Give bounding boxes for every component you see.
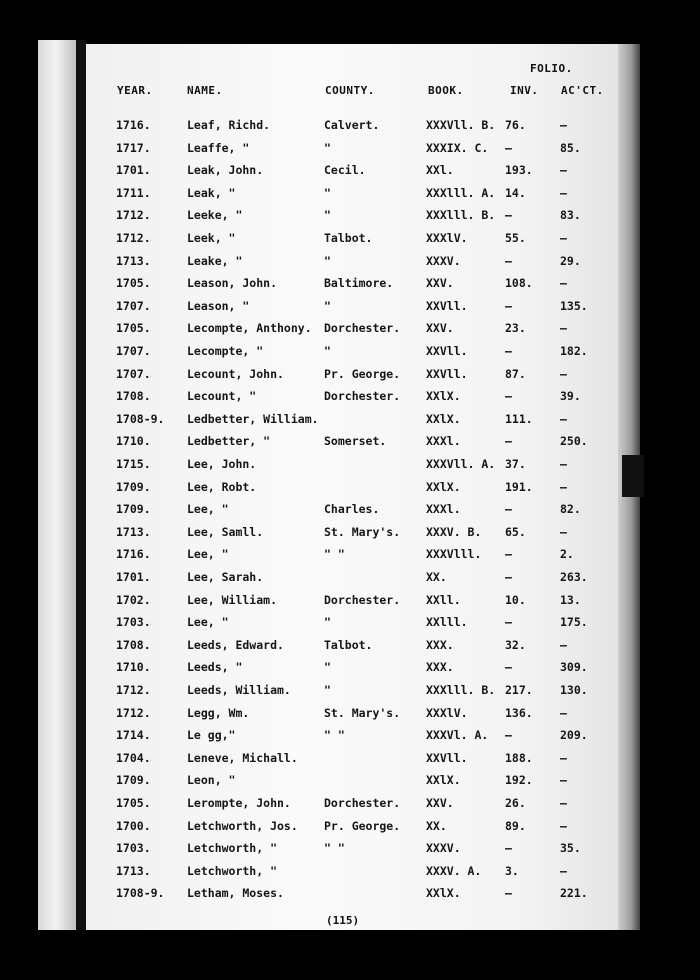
name-column-header: NAME.	[187, 84, 223, 97]
year-cell: 1705.	[116, 321, 151, 336]
inv-cell: —	[505, 660, 512, 675]
county-cell: " "	[324, 728, 345, 743]
book-cell: XXXlll. B.	[426, 683, 496, 697]
inv-cell: —	[505, 389, 512, 404]
acct-cell: —	[560, 118, 567, 132]
inv-cell: 65.	[505, 524, 526, 539]
county-cell: "	[324, 208, 331, 223]
table-row	[0, 751, 700, 771]
acct-column-header: AC'CT.	[561, 84, 604, 97]
year-cell: 1712.	[116, 208, 151, 223]
county-cell: "	[324, 298, 331, 313]
year-cell: 1713.	[116, 524, 151, 539]
county-cell: St. Mary's.	[324, 524, 401, 539]
acct-cell: —	[560, 366, 567, 381]
table-row	[0, 841, 700, 861]
inv-cell: —	[505, 502, 512, 517]
book-cell: XXlX.	[426, 773, 461, 788]
acct-cell: —	[560, 411, 567, 426]
inv-cell: —	[505, 434, 512, 449]
name-cell: Leake, "	[187, 253, 243, 268]
acct-cell: —	[560, 479, 567, 494]
year-cell: 1712.	[116, 231, 151, 245]
book-column-header: BOOK.	[428, 84, 464, 97]
year-cell: 1709.	[116, 773, 151, 788]
table-row	[0, 638, 700, 658]
acct-cell: 182.	[560, 344, 588, 358]
year-cell: 1709.	[116, 502, 151, 517]
county-cell: Dorchester.	[324, 321, 401, 336]
year-cell: 1708-9.	[116, 886, 165, 901]
year-cell: 1701.	[116, 570, 151, 584]
table-row	[0, 593, 700, 613]
inv-cell: 76.	[505, 118, 526, 132]
name-cell: Lecount, "	[187, 389, 257, 404]
book-cell: XXV.	[426, 321, 454, 336]
table-row	[0, 547, 700, 567]
year-cell: 1708.	[116, 637, 151, 652]
county-cell: Talbot.	[324, 637, 373, 652]
table-row	[0, 615, 700, 635]
name-cell: Leek, "	[187, 231, 236, 245]
table-row	[0, 706, 700, 726]
book-cell: XXX.	[426, 660, 454, 675]
name-cell: Lerompte, John.	[187, 796, 291, 810]
county-cell: Baltimore.	[324, 276, 394, 291]
book-cell: XXVll.	[426, 750, 468, 765]
book-cell: XXll.	[426, 592, 461, 607]
acct-cell: 309.	[560, 660, 588, 675]
book-cell: XXXl.	[426, 434, 461, 449]
book-cell: XXlll.	[426, 615, 468, 630]
acct-cell: —	[560, 457, 567, 471]
year-cell: 1716.	[116, 547, 151, 562]
book-cell: XXXlll. A.	[426, 185, 496, 200]
county-cell: Dorchester.	[324, 389, 401, 404]
inv-column-header: INV.	[510, 84, 539, 97]
name-cell: Lecount, John.	[187, 366, 284, 381]
acct-cell: 263.	[560, 570, 588, 584]
acct-cell: —	[560, 637, 567, 652]
inv-cell: —	[505, 208, 512, 223]
book-cell: XXXV. B.	[426, 524, 482, 539]
book-cell: XX.	[426, 818, 447, 833]
year-cell: 1716.	[116, 118, 151, 132]
book-cell: XXXVl. A.	[426, 728, 489, 743]
table-row	[0, 796, 700, 816]
acct-cell: 135.	[560, 298, 588, 313]
name-cell: Lee, William.	[187, 592, 278, 607]
inv-cell: 108.	[505, 276, 533, 291]
inv-cell: 37.	[505, 457, 526, 471]
acct-cell: 250.	[560, 434, 588, 449]
name-cell: Leak, "	[187, 185, 236, 200]
book-cell: XXlX.	[426, 411, 461, 426]
book-cell: XXl.	[426, 163, 454, 178]
year-cell: 1702.	[116, 592, 151, 607]
year-cell: 1712.	[116, 705, 151, 720]
table-row	[0, 660, 700, 680]
table-row	[0, 186, 700, 206]
year-column-header: YEAR.	[117, 84, 153, 97]
acct-cell: —	[560, 321, 567, 336]
year-cell: 1711.	[116, 185, 151, 200]
county-cell: "	[324, 185, 331, 200]
inv-cell: —	[505, 140, 512, 155]
name-cell: Ledbetter, William.	[187, 411, 319, 426]
inv-cell: —	[505, 570, 512, 584]
year-cell: 1703.	[116, 615, 151, 630]
book-cell: XXXlV.	[426, 231, 468, 245]
name-cell: Letchworth, "	[187, 841, 278, 856]
name-cell: Leon, "	[187, 773, 236, 788]
county-cell: " "	[324, 547, 345, 562]
book-cell: XXVll.	[426, 344, 468, 358]
table-row	[0, 886, 700, 906]
year-cell: 1713.	[116, 863, 151, 878]
name-cell: Leason, John.	[187, 276, 278, 291]
acct-cell: 29.	[560, 253, 581, 268]
name-cell: Letchworth, "	[187, 863, 278, 878]
name-cell: Leason, "	[187, 298, 250, 313]
acct-cell: 2.	[560, 547, 574, 562]
acct-cell: —	[560, 185, 567, 200]
county-cell: Talbot.	[324, 231, 373, 245]
acct-cell: 82.	[560, 502, 581, 517]
acct-cell: 39.	[560, 389, 581, 404]
inv-cell: —	[505, 886, 512, 901]
name-cell: Letchworth, Jos.	[187, 818, 298, 833]
year-cell: 1710.	[116, 434, 151, 449]
inv-cell: 191.	[505, 479, 533, 494]
inv-cell: 26.	[505, 796, 526, 810]
year-cell: 1712.	[116, 683, 151, 697]
book-cell: XXX.	[426, 637, 454, 652]
inv-cell: 3.	[505, 863, 519, 878]
inv-cell: —	[505, 344, 512, 358]
book-cell: XXXIX. C.	[426, 140, 489, 155]
inv-cell: 89.	[505, 818, 526, 833]
inv-cell: 23.	[505, 321, 526, 336]
inv-cell: 188.	[505, 750, 533, 765]
book-cell: XXlX.	[426, 886, 461, 901]
name-cell: Lee, "	[187, 615, 229, 630]
year-cell: 1705.	[116, 796, 151, 810]
acct-cell: 175.	[560, 615, 588, 630]
table-row	[0, 389, 700, 409]
county-cell: Calvert.	[324, 118, 380, 132]
county-cell: Cecil.	[324, 163, 366, 178]
year-cell: 1715.	[116, 457, 151, 471]
inv-cell: 136.	[505, 705, 533, 720]
county-cell: "	[324, 683, 331, 697]
acct-cell: —	[560, 773, 567, 788]
year-cell: 1701.	[116, 163, 151, 178]
acct-cell: 209.	[560, 728, 588, 743]
inv-cell: 55.	[505, 231, 526, 245]
county-cell: "	[324, 253, 331, 268]
name-cell: Lee, Robt.	[187, 479, 257, 494]
name-cell: Legg, Wm.	[187, 705, 250, 720]
table-row	[0, 525, 700, 545]
acct-cell: —	[560, 863, 567, 878]
table-row	[0, 321, 700, 341]
book-cell: XXXlll. B.	[426, 208, 496, 223]
name-cell: Letham, Moses.	[187, 886, 284, 901]
inv-cell: 217.	[505, 683, 533, 697]
inv-cell: 87.	[505, 366, 526, 381]
name-cell: Lee, Sarah.	[187, 570, 264, 584]
county-cell: " "	[324, 841, 345, 856]
acct-cell: 130.	[560, 683, 588, 697]
name-cell: Leneve, Michall.	[187, 750, 298, 765]
inv-cell: —	[505, 547, 512, 562]
inv-cell: 111.	[505, 411, 533, 426]
book-cell: XXVll.	[426, 366, 468, 381]
table-row	[0, 864, 700, 884]
acct-cell: —	[560, 524, 567, 539]
table-row	[0, 231, 700, 251]
year-cell: 1708-9.	[116, 411, 165, 426]
book-cell: XXXVlll.	[426, 547, 482, 562]
acct-cell: 35.	[560, 841, 581, 856]
book-cell: XXV.	[426, 796, 454, 810]
book-cell: XXXlV.	[426, 705, 468, 720]
name-cell: Leak, John.	[187, 163, 264, 178]
name-cell: Lee, "	[187, 547, 229, 562]
year-cell: 1717.	[116, 140, 151, 155]
year-cell: 1700.	[116, 818, 151, 833]
name-cell: Le gg,"	[187, 728, 236, 743]
county-cell: Somerset.	[324, 434, 387, 449]
year-cell: 1704.	[116, 750, 151, 765]
table-row	[0, 434, 700, 454]
inv-cell: —	[505, 841, 512, 856]
year-cell: 1708.	[116, 389, 151, 404]
acct-cell: —	[560, 750, 567, 765]
name-cell: Leeds, William.	[187, 683, 291, 697]
name-cell: Lee, John.	[187, 457, 257, 471]
year-cell: 1710.	[116, 660, 151, 675]
name-cell: Lee, "	[187, 502, 229, 517]
inv-cell: —	[505, 615, 512, 630]
inv-cell: —	[505, 253, 512, 268]
name-cell: Leeds, Edward.	[187, 637, 284, 652]
year-cell: 1705.	[116, 276, 151, 291]
table-row	[0, 480, 700, 500]
acct-cell: —	[560, 705, 567, 720]
county-cell: "	[324, 344, 331, 358]
table-row	[0, 367, 700, 387]
book-cell: XXV.	[426, 276, 454, 291]
year-cell: 1707.	[116, 344, 151, 358]
table-row	[0, 773, 700, 793]
book-cell: XXXl.	[426, 502, 461, 517]
year-cell: 1707.	[116, 298, 151, 313]
book-cell: XXVll.	[426, 298, 468, 313]
table-row	[0, 457, 700, 477]
table-row	[0, 276, 700, 296]
inv-cell: 32.	[505, 637, 526, 652]
page-number: (115)	[326, 914, 360, 927]
name-cell: Leeke, "	[187, 208, 243, 223]
year-cell: 1714.	[116, 728, 151, 743]
county-cell: "	[324, 660, 331, 675]
table-row	[0, 299, 700, 319]
year-cell: 1703.	[116, 841, 151, 856]
table-row	[0, 819, 700, 839]
table-row	[0, 344, 700, 364]
county-cell: Charles.	[324, 502, 380, 517]
year-cell: 1713.	[116, 253, 151, 268]
year-cell: 1709.	[116, 479, 151, 494]
book-cell: XX.	[426, 570, 447, 584]
name-cell: Leeds, "	[187, 660, 243, 675]
book-cell: XXlX.	[426, 479, 461, 494]
name-cell: Ledbetter, "	[187, 434, 271, 449]
inv-cell: 192.	[505, 773, 533, 788]
inv-cell: 193.	[505, 163, 533, 178]
inv-cell: 10.	[505, 592, 526, 607]
book-cell: XXlX.	[426, 389, 461, 404]
table-row	[0, 163, 700, 183]
table-row	[0, 208, 700, 228]
book-cell: XXXV.	[426, 841, 461, 856]
inv-cell: 14.	[505, 185, 526, 200]
folio-header: FOLIO.	[530, 62, 573, 75]
acct-cell: 85.	[560, 140, 581, 155]
book-cell: XXXVll. B.	[426, 118, 496, 132]
table-row	[0, 118, 700, 138]
county-cell: "	[324, 615, 331, 630]
book-cell: XXXVll. A.	[426, 457, 496, 471]
county-cell: St. Mary's.	[324, 705, 401, 720]
inv-cell: —	[505, 298, 512, 313]
acct-cell: —	[560, 796, 567, 810]
acct-cell: 13.	[560, 592, 581, 607]
table-row	[0, 502, 700, 522]
county-cell: Dorchester.	[324, 592, 401, 607]
table-row	[0, 570, 700, 590]
county-cell: Dorchester.	[324, 796, 401, 810]
table-row	[0, 728, 700, 748]
acct-cell: —	[560, 163, 567, 178]
table-row	[0, 141, 700, 161]
name-cell: Lee, Samll.	[187, 524, 264, 539]
acct-cell: 221.	[560, 886, 588, 901]
year-cell: 1707.	[116, 366, 151, 381]
county-cell: "	[324, 140, 331, 155]
name-cell: Lecompte, "	[187, 344, 264, 358]
acct-cell: —	[560, 276, 567, 291]
table-row	[0, 254, 700, 274]
book-cell: XXXV.	[426, 253, 461, 268]
table-row	[0, 683, 700, 703]
acct-cell: —	[560, 818, 567, 833]
inv-cell: —	[505, 728, 512, 743]
county-cell: Pr. George.	[324, 818, 401, 833]
acct-cell: 83.	[560, 208, 581, 223]
county-column-header: COUNTY.	[325, 84, 375, 97]
table-row	[0, 412, 700, 432]
name-cell: Lecompte, Anthony.	[187, 321, 312, 336]
county-cell: Pr. George.	[324, 366, 401, 381]
name-cell: Leaf, Richd.	[187, 118, 271, 132]
book-cell: XXXV. A.	[426, 863, 482, 878]
acct-cell: —	[560, 231, 567, 245]
name-cell: Leaffe, "	[187, 140, 250, 155]
